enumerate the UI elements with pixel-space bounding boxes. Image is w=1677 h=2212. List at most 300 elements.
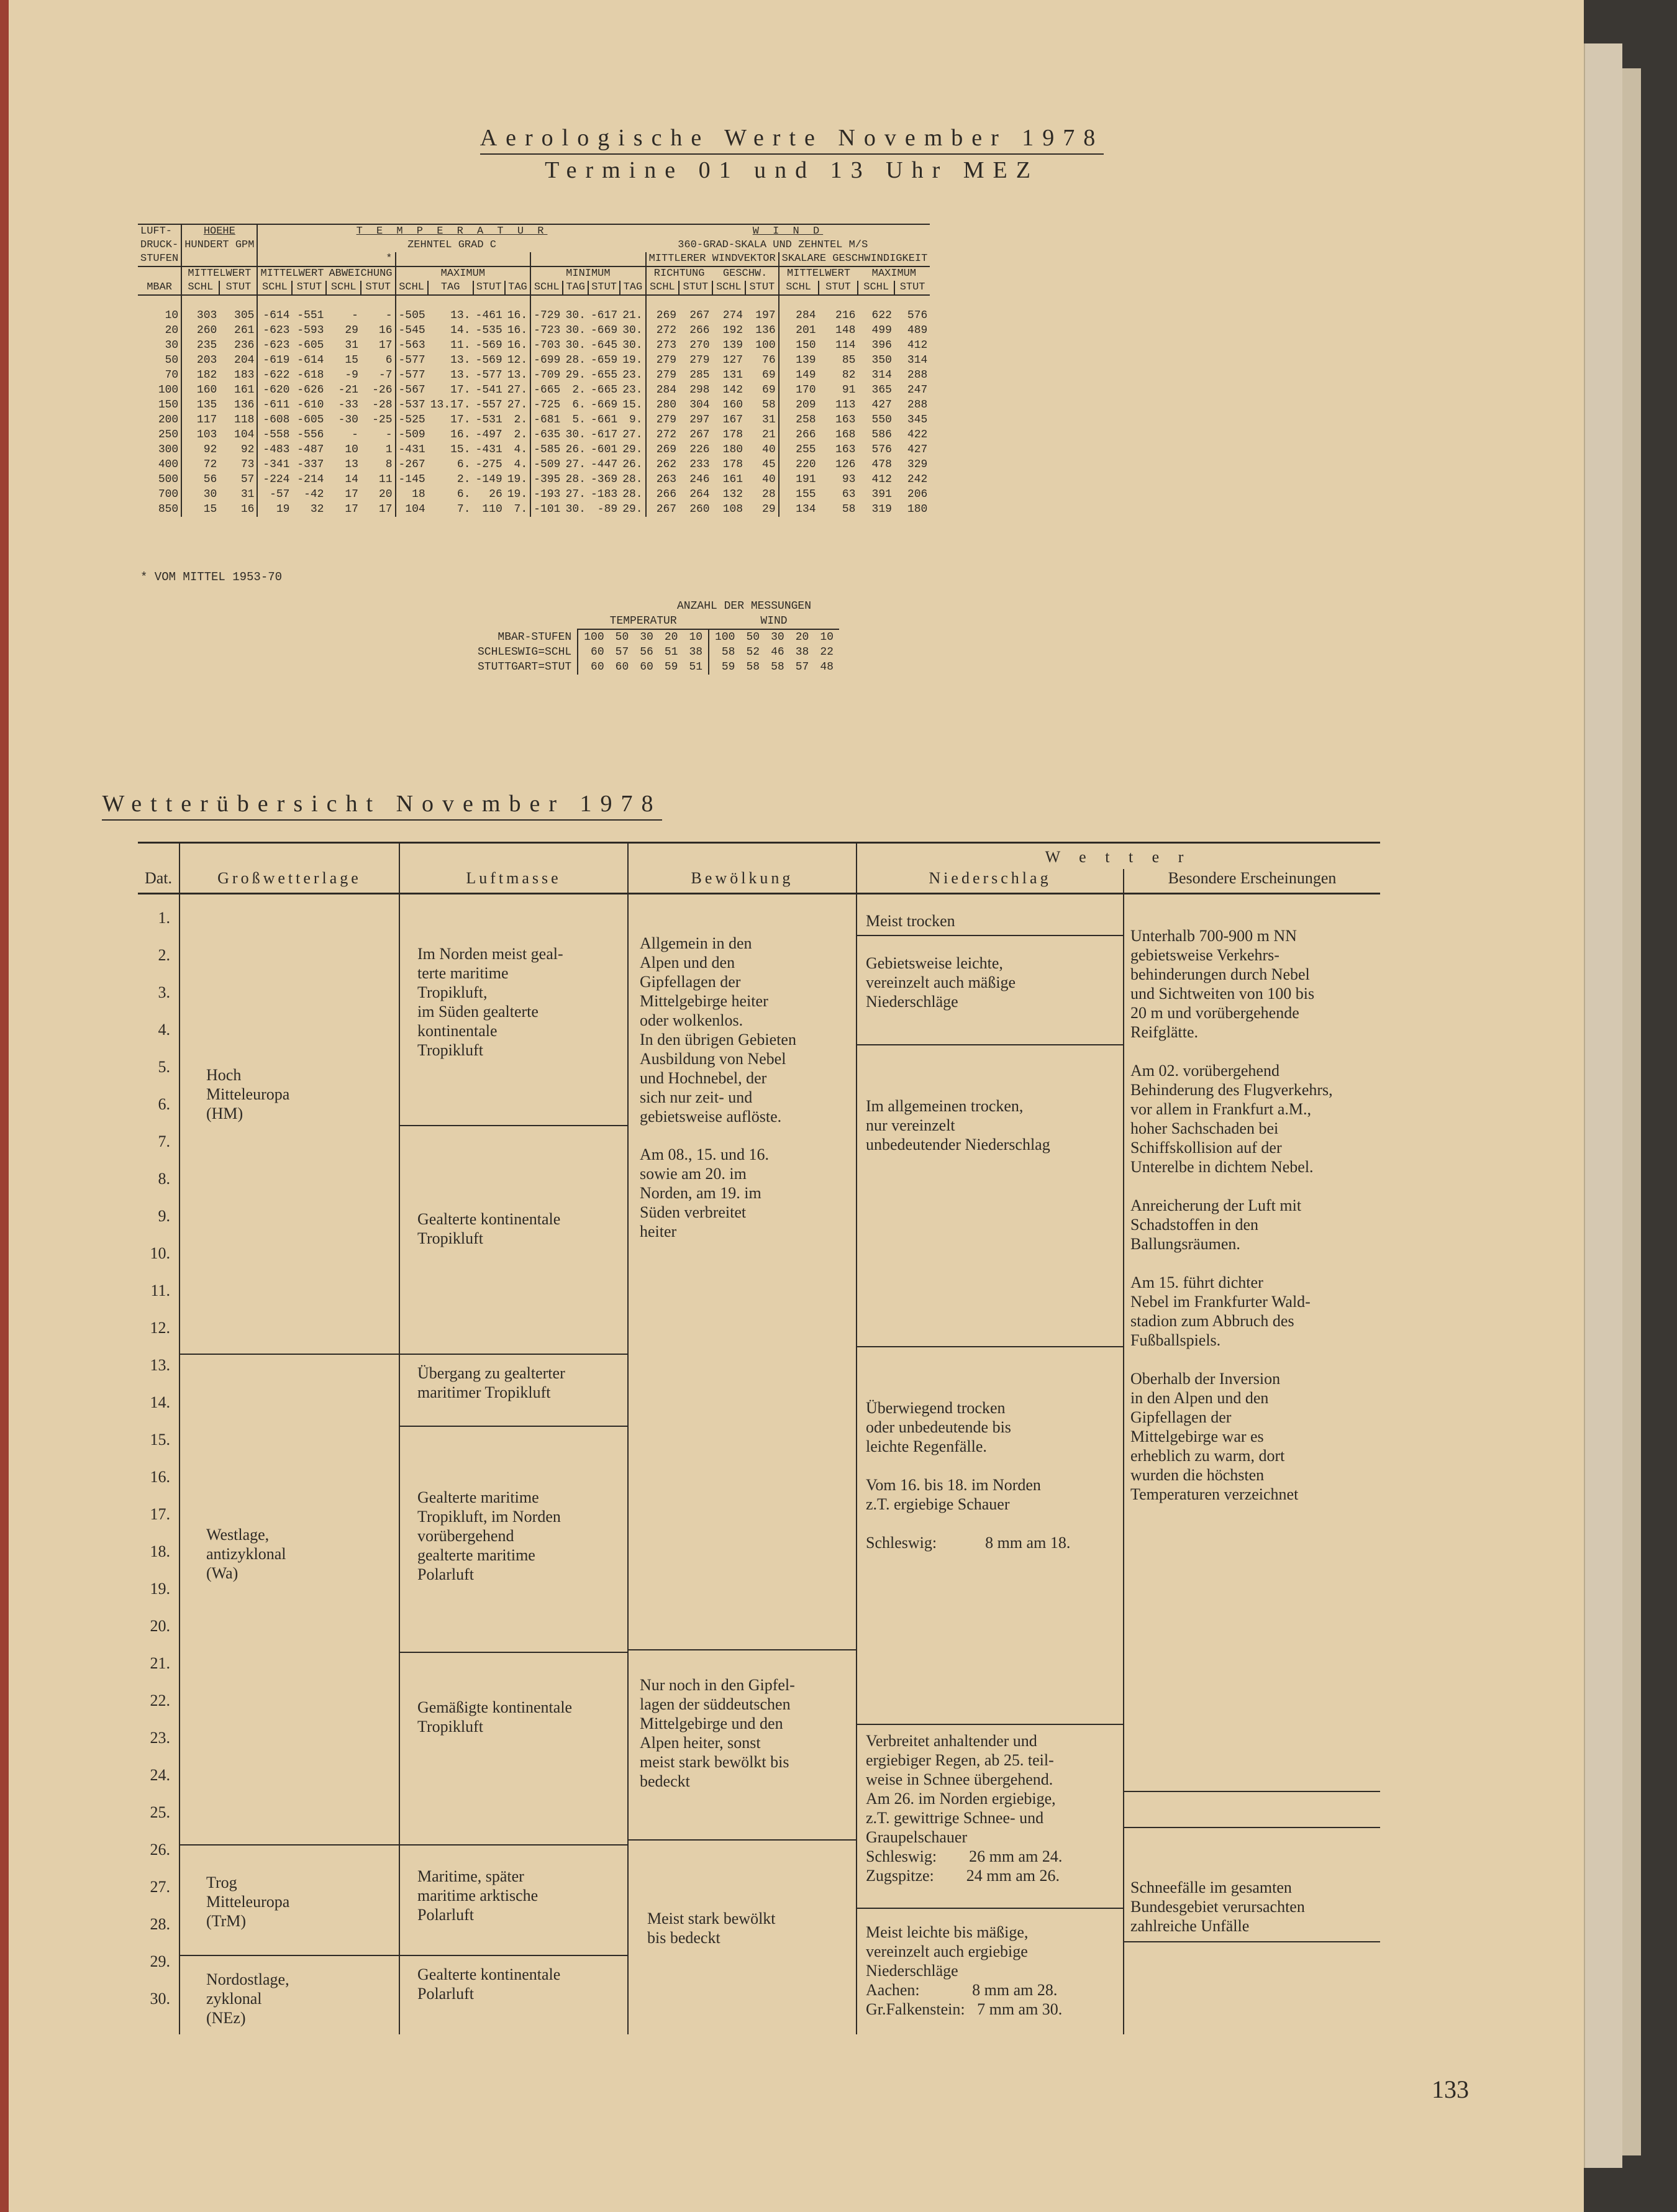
table-cell: 132 [722, 488, 743, 501]
table-cell: -619 [257, 353, 292, 368]
table-cell: 427 [871, 399, 892, 411]
day-label: 13. [150, 1356, 170, 1374]
table-cell: -26 [372, 384, 393, 396]
table-cell: 16. [507, 324, 528, 337]
table-cell: 142 [722, 384, 743, 396]
table-cell: -699 [530, 353, 563, 368]
table-cell: 40 [762, 444, 776, 456]
header-dat: Dat. [144, 869, 173, 887]
table-row [138, 457, 930, 472]
count-cell: 60 [615, 661, 629, 673]
table-cell: -729 [530, 295, 563, 323]
table-cell: -620 [257, 383, 292, 398]
table-cell: -556 [297, 429, 324, 441]
table-cell: 246 [689, 473, 710, 486]
table-cell: -337 [297, 458, 324, 471]
table-cell: -28 [372, 399, 393, 411]
table-cell: 4. [514, 458, 528, 471]
table-cell: -431 [475, 444, 502, 456]
table-row [138, 472, 930, 487]
table-cell: 70 [165, 369, 179, 381]
bewoelkung-2: Am 08., 15. und 16. sowie am 20. im Norden, am 19. im Süden verbreitet heiter [640, 1145, 769, 1240]
table-cell: -655 [590, 369, 618, 381]
table-cell: 168 [835, 429, 856, 441]
luftmasse-6: Maritime, später maritime arktische Polarluft [417, 1867, 539, 1924]
table-cell: -577 [396, 368, 428, 383]
table-cell: 85 [842, 354, 856, 366]
table-cell: 30. [565, 429, 586, 441]
table-cell: 28. [565, 473, 586, 486]
table-cell: -461 [475, 309, 502, 322]
table-cell: 329 [907, 458, 928, 471]
table-cell: 273 [646, 338, 679, 353]
table-cell: 150 [779, 338, 819, 353]
column-header: SCHL [396, 281, 428, 295]
table-cell: 16 [240, 503, 255, 516]
table-cell: - [352, 309, 358, 322]
table-cell: 6 [385, 354, 393, 366]
table-cell: 303 [181, 295, 219, 323]
day-label: 18. [150, 1542, 170, 1560]
luftmasse-2: Gealterte kontinentale Tropikluft [417, 1210, 561, 1247]
column-header: STUT [745, 281, 779, 295]
table-cell: 304 [689, 399, 710, 411]
table-cell: 220 [779, 457, 819, 472]
table-cell: 31 [762, 414, 776, 426]
table-cell: -57 [257, 487, 292, 502]
table-cell: 270 [689, 339, 710, 352]
bewoelkung-1: Allgemein in den Alpen und den Gipfellagen der Mittelgebirge heiter oder wolkenlos. In den übrigen Gebieten Ausbildung von Nebel und Hochnebel, der sich nur zeit- und gebietsweise auflöste. [640, 934, 796, 1126]
table-cell: 69 [762, 384, 776, 396]
table-cell: 15. [622, 399, 643, 411]
table-cell: -577 [475, 369, 502, 381]
table-cell: -341 [257, 457, 292, 472]
table-cell: 30. [565, 339, 586, 352]
table-cell: 5. [572, 414, 586, 426]
gwl-trm: Trog Mitteleuropa (TrM) [206, 1873, 290, 1930]
header-besondere: Besondere Erscheinungen [1168, 869, 1337, 887]
table-cell: 288 [907, 369, 928, 381]
day-label: 4. [158, 1021, 170, 1039]
table-cell: 201 [779, 323, 819, 338]
day-label: 14. [150, 1393, 170, 1411]
header-niederschlag: Niederschlag [929, 869, 1052, 887]
header-geschw: GESCHW. [722, 268, 768, 280]
table-cell: 110 [482, 503, 502, 516]
table-cell: 20 [165, 324, 179, 337]
table-cell: 178 [722, 429, 743, 441]
table-cell: 63 [842, 488, 856, 501]
table-cell: 23. [622, 384, 643, 396]
table-cell: -537 [396, 398, 428, 412]
table-cell: 163 [835, 414, 856, 426]
column-header: TAG [620, 281, 645, 295]
table-cell: 150 [158, 399, 179, 411]
table-cell: -145 [396, 472, 428, 487]
day-label: 17. [150, 1505, 170, 1523]
table-cell: 135 [181, 398, 219, 412]
table-cell: 26. [622, 458, 643, 471]
day-label: 16. [150, 1468, 170, 1486]
station-label: STUTTGART=STUT [478, 661, 572, 673]
count-cell: 58 [709, 645, 740, 660]
table-cell: 2. [514, 429, 528, 441]
table-cell: 298 [689, 384, 710, 396]
bewoelkung-4: Meist stark bewölkt bis bedeckt [647, 1909, 776, 1947]
table-cell: -557 [475, 399, 502, 411]
table-cell: 136 [755, 324, 776, 337]
table-cell: 200 [158, 414, 179, 426]
station-label: SCHLESWIG=SCHL [478, 646, 572, 658]
table-cell: 180 [907, 503, 928, 516]
aerology-table [138, 224, 930, 517]
count-cell: 60 [640, 661, 653, 673]
table-cell: 13.17. [430, 399, 471, 411]
luftmasse-4: Gealterte maritime Tropikluft, im Norden vorübergehend gealterte maritime Polarluft [417, 1488, 561, 1583]
column-header: TAG [428, 281, 473, 295]
table-cell: 12. [507, 354, 528, 366]
table-cell: 11 [378, 473, 393, 486]
table-cell: 17 [345, 488, 358, 501]
table-cell: 139 [722, 339, 743, 352]
table-cell: 92 [240, 444, 255, 456]
table-cell: 285 [689, 369, 710, 381]
table-cell: 23. [622, 369, 643, 381]
overview-title: Wetterübersicht November 1978 [0, 790, 1174, 817]
table-cell: 28. [622, 473, 643, 486]
table-cell: 216 [835, 309, 856, 322]
page-stack-edge [1584, 43, 1622, 2168]
table-cell: 235 [181, 338, 219, 353]
niederschlag-3: Im allgemeinen trocken, nur vereinzelt unbedeutender Niederschlag [866, 1097, 1050, 1154]
table-cell: 269 [646, 295, 679, 323]
table-cell: 274 [722, 309, 743, 322]
measurements-row [472, 660, 839, 675]
table-cell: 255 [779, 442, 819, 457]
table-cell: 7. [514, 503, 528, 516]
niederschlag-2: Gebietsweise leichte, vereinzelt auch mäßige Niederschläge [866, 954, 1016, 1011]
table-cell: -703 [530, 338, 563, 353]
table-cell: 19. [507, 473, 528, 486]
luftmasse-7: Gealterte kontinentale Polarluft [417, 1965, 561, 2003]
count-cell: 57 [615, 646, 629, 658]
stufen-cell: 20 [790, 629, 815, 645]
table-cell: 17. [450, 414, 471, 426]
table-cell: 279 [646, 368, 679, 383]
table-cell: 10 [345, 444, 358, 456]
table-cell: -614 [257, 295, 292, 323]
table-cell: -567 [396, 383, 428, 398]
table-cell: 242 [907, 473, 928, 486]
measurements-table [472, 614, 839, 675]
table-cell: 8 [385, 458, 393, 471]
column-header: SCHL [257, 281, 292, 295]
bewoelkung-3: Nur noch in den Gipfel- lagen der süddeutschen Mittelgebirge und den Alpen heiter, sonst meist stark bewölkt bis bedeckt [640, 1676, 795, 1790]
table-cell: 27. [507, 399, 528, 411]
day-label: 10. [150, 1244, 170, 1262]
table-cell: -525 [396, 412, 428, 427]
table-cell: 15 [181, 502, 219, 517]
table-cell: -709 [530, 368, 563, 383]
table-cell: 499 [871, 324, 892, 337]
table-cell: 117 [181, 412, 219, 427]
niederschlag-5: Verbreitet anhaltender und ergiebiger Regen, ab 25. teil- weise in Schnee übergehend. Am 26. im Norden ergiebige, z.T. gewittrige Schnee- und Graupelschauer Schleswig: 26 mm am 24. Zugspitze: 24 mm am 26. [866, 1732, 1063, 1885]
table-cell: -551 [297, 309, 324, 322]
day-label: 23. [150, 1729, 170, 1747]
stufen-cell: 100 [709, 629, 740, 645]
table-cell: 269 [646, 442, 679, 457]
day-label: 19. [150, 1580, 170, 1598]
table-cell: 104 [234, 429, 255, 441]
header-stufen: STUFEN [138, 252, 181, 266]
table-cell: -665 [590, 384, 618, 396]
header-skalare-max: MAXIMUM [871, 268, 917, 280]
table-cell: -605 [297, 339, 324, 352]
table-cell: 31 [345, 339, 358, 352]
table-cell: -33 [338, 399, 358, 411]
table-cell: 148 [835, 324, 856, 337]
table-row [138, 295, 930, 323]
column-header: MBAR [138, 281, 181, 295]
table-cell: 350 [871, 354, 892, 366]
table-cell: 72 [181, 457, 219, 472]
table-cell: 489 [907, 324, 928, 337]
table-cell: -267 [396, 457, 428, 472]
table-cell: 73 [240, 458, 255, 471]
table-cell: -669 [590, 324, 618, 337]
table-cell: -569 [475, 339, 502, 352]
weather-overview-table [138, 842, 1380, 2034]
table-cell: 15. [450, 444, 471, 456]
table-cell: 139 [779, 353, 819, 368]
table-cell: 266 [689, 324, 710, 337]
table-cell: -608 [257, 412, 292, 427]
table-cell: 6. [572, 399, 586, 411]
table-cell: -661 [590, 414, 618, 426]
column-header: STUT [473, 281, 505, 295]
header-mittelwert-temp: MITTELWERT [257, 266, 326, 281]
niederschlag-6: Meist leichte bis mäßige, vereinzelt auch ergiebige Niederschläge Aachen: 8 mm am 28. Gr.Falkenstein: 7 mm am 30. [866, 1923, 1063, 2018]
table-cell: 280 [646, 398, 679, 412]
table-cell: 247 [907, 384, 928, 396]
table-cell: 2. [457, 473, 471, 486]
table-cell: 314 [871, 369, 892, 381]
table-cell: 236 [234, 339, 255, 352]
count-cell: 58 [746, 661, 760, 673]
table-cell: 279 [689, 354, 710, 366]
table-cell: 192 [722, 324, 743, 337]
table-cell: 30. [565, 309, 586, 322]
table-cell: 576 [907, 309, 928, 322]
day-label: 28. [150, 1915, 170, 1933]
table-cell: 13. [450, 309, 471, 322]
table-cell: 17 [378, 339, 393, 352]
table-cell: 260 [689, 503, 710, 516]
table-cell: 27. [622, 429, 643, 441]
table-cell: 197 [755, 309, 776, 322]
table-cell: 58 [762, 399, 776, 411]
gwl-nez: Nordostlage, zyklonal (NEz) [206, 1970, 289, 2027]
table-cell: 76 [762, 354, 776, 366]
table-cell: 15 [345, 354, 358, 366]
column-header: STUT [361, 281, 396, 295]
aerology-subtitle: Termine 01 und 13 Uhr MEZ [545, 157, 1039, 183]
table-cell: 206 [907, 488, 928, 501]
table-cell: 13 [345, 458, 358, 471]
table-cell: 93 [842, 473, 856, 486]
table-cell: - [352, 429, 358, 441]
table-cell: 2. [572, 384, 586, 396]
column-header: SCHL [326, 281, 361, 295]
table-cell: 30. [622, 324, 643, 337]
stufen-cell: 20 [659, 629, 684, 645]
table-cell: -531 [475, 414, 502, 426]
table-cell: 266 [779, 427, 819, 442]
table-cell: -487 [297, 444, 324, 456]
table-cell: 19. [507, 488, 528, 501]
table-cell: 279 [646, 412, 679, 427]
table-cell: 305 [234, 309, 255, 322]
table-cell: 178 [722, 458, 743, 471]
table-cell: -21 [338, 384, 358, 396]
table-cell: 267 [689, 309, 710, 322]
table-cell: -645 [590, 339, 618, 352]
table-cell: 400 [158, 458, 179, 471]
table-cell: 11. [450, 339, 471, 352]
luftmasse-1: Im Norden meist geal- terte maritime Tropikluft, im Süden gealterte kontinentale Tropikluft [417, 945, 563, 1059]
niederschlag-4: Überwiegend trocken oder unbedeutende bis leichte Regenfälle. Vom 16. bis 18. im Norden z.T. ergiebige Schauer Schleswig: 8 mm am 18. [866, 1399, 1071, 1552]
column-header: SCHL [779, 281, 819, 295]
table-cell: 14. [450, 324, 471, 337]
table-cell: 182 [181, 368, 219, 383]
table-cell: 91 [842, 384, 856, 396]
table-cell: 56 [181, 472, 219, 487]
count-cell: 58 [771, 661, 784, 673]
table-cell: -617 [590, 429, 618, 441]
table-cell: -635 [530, 427, 563, 442]
table-cell: 27. [565, 458, 586, 471]
binding-edge [0, 0, 9, 2212]
table-cell: 127 [722, 354, 743, 366]
table-cell: -563 [396, 338, 428, 353]
header-wind: W I N D [646, 224, 930, 239]
column-header: STUT [292, 281, 326, 295]
table-cell: 28. [622, 488, 643, 501]
table-cell: -593 [297, 324, 324, 337]
table-cell: 160 [722, 399, 743, 411]
gwl-wa: Westlage, antizyklonal (Wa) [206, 1526, 286, 1582]
table-cell: -577 [396, 353, 428, 368]
table-cell: 118 [234, 414, 255, 426]
page-number: 133 [1432, 2075, 1469, 2103]
day-label: 2. [158, 946, 170, 964]
table-cell: -30 [338, 414, 358, 426]
table-cell: 19 [257, 502, 292, 517]
stufen-cell: 10 [683, 629, 709, 645]
table-cell: -509 [396, 427, 428, 442]
table-row [138, 412, 930, 427]
abweichung-mark: * [257, 252, 395, 266]
measurements-temp-label: TEMPERATUR [609, 615, 677, 627]
day-label: 12. [150, 1319, 170, 1337]
day-label: 1. [158, 909, 170, 927]
stufen-cell: 50 [610, 629, 635, 645]
footnote: * VOM MITTEL 1953-70 [140, 570, 283, 584]
table-cell: 1 [385, 444, 393, 456]
column-header: SCHL [181, 281, 219, 295]
column-header: STUT [588, 281, 620, 295]
table-cell: 29. [622, 503, 643, 516]
table-cell: 180 [722, 444, 743, 456]
table-cell: -681 [530, 412, 563, 427]
table-cell: -569 [475, 354, 502, 366]
table-row [138, 502, 930, 517]
table-cell: 6. [457, 458, 471, 471]
table-cell: 155 [779, 487, 819, 502]
header-luftmasse: Luftmasse [466, 869, 561, 887]
table-cell: 17 [345, 503, 358, 516]
column-header: SCHL [530, 281, 563, 295]
stufen-cell: 30 [765, 629, 790, 645]
header-hundert-gpm: HUNDERT GPM [181, 239, 257, 252]
table-cell: 2. [514, 414, 528, 426]
stufen-cell: 30 [634, 629, 659, 645]
count-cell: 46 [771, 646, 784, 658]
table-row [138, 398, 930, 412]
measurements-title: ANZAHL DER MESSUNGEN [677, 600, 812, 612]
header-temperatur: T E M P E R A T U R [257, 224, 645, 239]
header-hoehe: HOEHE [181, 224, 257, 239]
count-cell: 22 [820, 646, 834, 658]
column-header: SCHL [646, 281, 679, 295]
gwl-hm: Hoch Mitteleuropa (HM) [206, 1066, 290, 1122]
table-cell: 17. [450, 384, 471, 396]
day-label: 11. [150, 1281, 170, 1299]
table-cell: 26. [565, 444, 586, 456]
count-cell: 60 [578, 645, 609, 660]
table-cell: 262 [646, 457, 679, 472]
table-cell: -622 [257, 368, 292, 383]
table-cell: 29. [565, 369, 586, 381]
table-cell: -149 [475, 473, 502, 486]
table-cell: 422 [907, 429, 928, 441]
table-cell: 183 [234, 369, 255, 381]
table-cell: -183 [590, 488, 618, 501]
table-cell: -585 [530, 442, 563, 457]
table-cell: 30. [565, 324, 586, 337]
count-cell: 51 [664, 646, 678, 658]
header-skalare-mittel: MITTELWERT [779, 266, 858, 281]
table-row [138, 383, 930, 398]
table-cell: 18 [396, 487, 428, 502]
table-cell: 21. [622, 309, 643, 322]
table-cell: 30. [565, 503, 586, 516]
table-cell: 500 [158, 473, 179, 486]
table-cell: 136 [234, 399, 255, 411]
table-cell: 850 [158, 503, 179, 516]
day-label: 3. [158, 983, 170, 1001]
table-cell: -723 [530, 323, 563, 338]
header-druck: DRUCK- [140, 239, 179, 251]
table-cell: -447 [590, 458, 618, 471]
table-cell: 267 [689, 429, 710, 441]
day-label: 22. [150, 1691, 170, 1709]
column-header-row [138, 281, 930, 295]
table-cell: -623 [257, 338, 292, 353]
table-cell: 28. [565, 354, 586, 366]
table-cell: 622 [871, 309, 892, 322]
table-cell: 13. [450, 369, 471, 381]
